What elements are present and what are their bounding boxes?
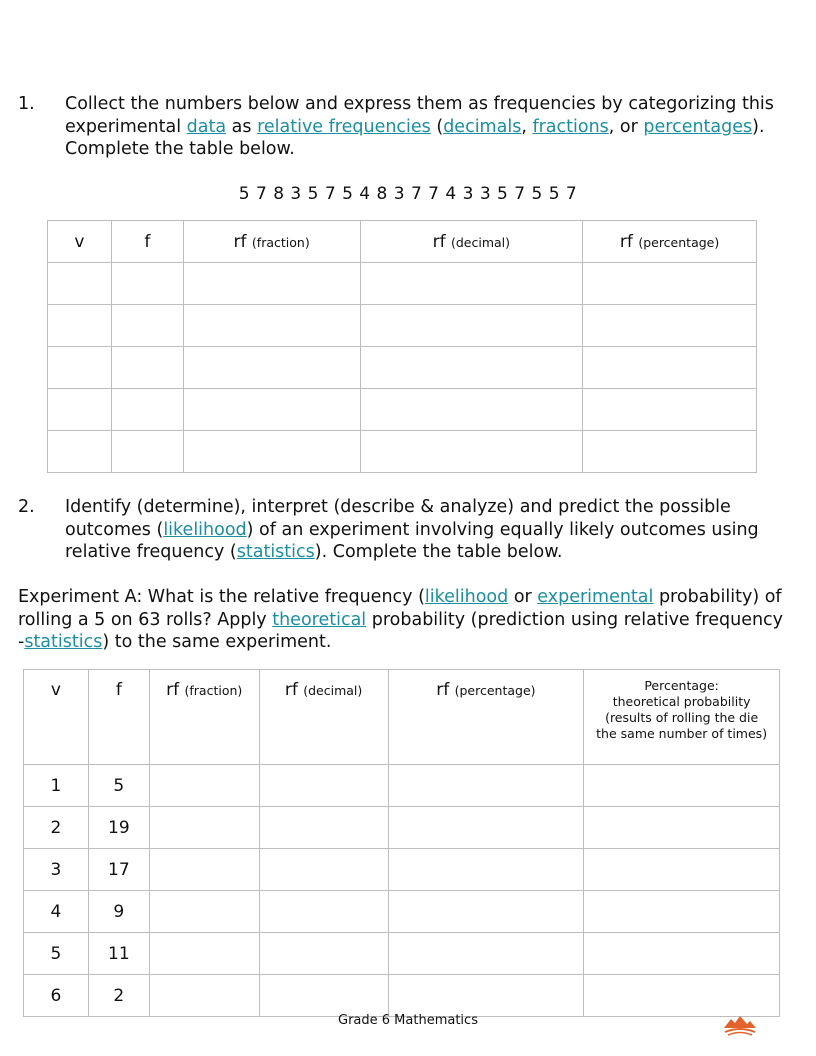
table-cell: 2 bbox=[24, 807, 89, 849]
text-run: ( bbox=[430, 116, 444, 137]
table-row bbox=[48, 347, 757, 389]
table-cell: 5 bbox=[88, 765, 149, 807]
header-theoretical-percentage bbox=[584, 670, 780, 765]
header-f bbox=[88, 670, 149, 765]
table-cell bbox=[583, 431, 757, 473]
table-cell bbox=[584, 765, 780, 807]
table-cell bbox=[149, 933, 259, 975]
experiment-a-text bbox=[18, 586, 788, 654]
table-cell bbox=[48, 305, 112, 347]
header-rf-fraction bbox=[149, 670, 259, 765]
table-cell bbox=[360, 431, 583, 473]
text-run: ) of an experiment involving equally likely outcomes using relative frequency ( bbox=[65, 519, 759, 562]
header-sub-label: (decimal) bbox=[303, 683, 363, 698]
table-cell bbox=[388, 807, 584, 849]
table-cell bbox=[183, 305, 360, 347]
text-run: , or bbox=[608, 116, 644, 137]
table-cell bbox=[183, 263, 360, 305]
table-cell bbox=[111, 347, 183, 389]
table-cell bbox=[388, 933, 584, 975]
link-percentages[interactable]: percentages bbox=[643, 116, 753, 137]
text-run: probability (prediction using relative frequency - bbox=[18, 609, 784, 652]
table-cell bbox=[360, 389, 583, 431]
experiment-a bbox=[18, 586, 788, 654]
table-cell bbox=[183, 431, 360, 473]
table-cell bbox=[149, 807, 259, 849]
table-cell bbox=[388, 975, 584, 1017]
text-run: Experiment A: What is the relative frequency ( bbox=[18, 587, 425, 607]
table-cell: 1 bbox=[24, 765, 89, 807]
table-1-header-row bbox=[48, 221, 757, 263]
table-cell bbox=[149, 765, 259, 807]
table-cell: 11 bbox=[88, 933, 149, 975]
table-cell: 6 bbox=[24, 975, 89, 1017]
table-row bbox=[24, 933, 780, 975]
link-experimental[interactable]: experimental bbox=[537, 587, 654, 607]
text-run: Identify (determine), interpret (describe & analyze) and predict the possible outcomes ( bbox=[65, 497, 731, 540]
link-fractions[interactable]: fractions bbox=[532, 116, 609, 137]
header-rf-fraction bbox=[183, 221, 360, 263]
question-1-number: 1. bbox=[18, 94, 35, 114]
table-cell bbox=[111, 305, 183, 347]
question-1-text bbox=[65, 93, 777, 161]
table-cell: 4 bbox=[24, 891, 89, 933]
table-cell bbox=[48, 431, 112, 473]
header-main-label: rf bbox=[284, 680, 298, 700]
link-likelihood[interactable]: likelihood bbox=[163, 519, 247, 540]
table-cell bbox=[583, 389, 757, 431]
header-main-label: v bbox=[50, 680, 61, 700]
table-cell bbox=[388, 849, 584, 891]
table-row bbox=[24, 891, 780, 933]
link-decimals[interactable]: decimals bbox=[443, 116, 522, 137]
text-run: Collect the numbers below and express them as frequencies by categorizing this experimental bbox=[65, 94, 774, 137]
table-cell: 9 bbox=[88, 891, 149, 933]
table-cell bbox=[583, 263, 757, 305]
table-cell bbox=[584, 891, 780, 933]
table-row bbox=[48, 305, 757, 347]
header-sub-label: (decimal) bbox=[451, 234, 511, 250]
mountain-book-logo-icon bbox=[722, 1013, 758, 1037]
link-statistics[interactable]: statistics bbox=[24, 632, 103, 652]
table-cell bbox=[149, 849, 259, 891]
table-row bbox=[48, 431, 757, 473]
question-2-text bbox=[65, 496, 777, 564]
link-likelihood[interactable]: likelihood bbox=[424, 587, 509, 607]
header-main-label: rf bbox=[166, 680, 180, 700]
table-cell bbox=[584, 807, 780, 849]
header-rf-decimal bbox=[259, 670, 388, 765]
header-main-label: f bbox=[115, 680, 122, 700]
header-rf-decimal bbox=[360, 221, 583, 263]
table-cell bbox=[584, 933, 780, 975]
frequency-table-2 bbox=[23, 669, 780, 1017]
header-line: (results of rolling the die bbox=[605, 710, 759, 725]
table-cell bbox=[111, 263, 183, 305]
header-main-label: rf bbox=[233, 231, 247, 252]
table-cell bbox=[111, 389, 183, 431]
table-cell bbox=[583, 347, 757, 389]
table-cell bbox=[48, 347, 112, 389]
table-cell bbox=[259, 933, 388, 975]
footer-text: Grade 6 Mathematics bbox=[338, 1013, 478, 1028]
table-cell bbox=[388, 765, 584, 807]
text-run: ) to the same experiment. bbox=[102, 632, 332, 652]
table-cell bbox=[259, 765, 388, 807]
link-data[interactable]: data bbox=[186, 116, 227, 137]
table-row bbox=[24, 765, 780, 807]
table-row bbox=[48, 389, 757, 431]
table-cell bbox=[259, 891, 388, 933]
table-cell bbox=[183, 347, 360, 389]
header-sub-label: (fraction) bbox=[251, 234, 310, 250]
table-cell bbox=[584, 975, 780, 1017]
header-sub-label: (percentage) bbox=[454, 683, 536, 698]
table-cell bbox=[149, 891, 259, 933]
table-cell: 2 bbox=[88, 975, 149, 1017]
text-run: ). Complete the table below. bbox=[65, 116, 765, 159]
table-cell: 3 bbox=[24, 849, 89, 891]
header-main-label: rf bbox=[432, 231, 446, 252]
text-run: ). Complete the table below. bbox=[314, 542, 563, 562]
header-v bbox=[48, 221, 112, 263]
link-relative-frequencies[interactable]: relative frequencies bbox=[257, 116, 431, 137]
table-cell: 17 bbox=[88, 849, 149, 891]
table-cell bbox=[583, 305, 757, 347]
text-run: , bbox=[521, 116, 533, 137]
header-line: theoretical probability bbox=[612, 694, 751, 709]
table-cell bbox=[259, 807, 388, 849]
table-cell bbox=[183, 389, 360, 431]
link-theoretical[interactable]: theoretical bbox=[272, 609, 367, 630]
table-row bbox=[48, 263, 757, 305]
table-cell bbox=[360, 263, 583, 305]
header-sub-label: (fraction) bbox=[184, 683, 243, 698]
text-run: as bbox=[226, 116, 258, 137]
table-2-header-row bbox=[24, 670, 780, 765]
table-cell bbox=[388, 891, 584, 933]
table-cell bbox=[360, 347, 583, 389]
question-2-number: 2. bbox=[18, 497, 35, 517]
frequency-table-1 bbox=[47, 220, 757, 473]
link-statistics[interactable]: statistics bbox=[236, 542, 315, 562]
table-cell bbox=[149, 975, 259, 1017]
header-rf-percentage bbox=[583, 221, 757, 263]
text-run: or bbox=[508, 587, 538, 607]
header-main-label: f bbox=[144, 231, 151, 252]
header-line: Percentage: bbox=[644, 678, 719, 693]
table-cell: 19 bbox=[88, 807, 149, 849]
table-cell bbox=[584, 849, 780, 891]
table-row bbox=[24, 975, 780, 1017]
number-sequence: 5 7 8 3 5 7 5 4 8 3 7 7 4 3 3 5 7 5 5 7 bbox=[238, 184, 578, 204]
table-cell bbox=[259, 975, 388, 1017]
header-main-label: rf bbox=[436, 680, 450, 700]
header-line: the same number of times) bbox=[596, 726, 768, 741]
table-cell bbox=[48, 263, 112, 305]
table-cell bbox=[259, 849, 388, 891]
table-cell bbox=[48, 389, 112, 431]
header-main-label: rf bbox=[619, 231, 633, 252]
table-cell: 5 bbox=[24, 933, 89, 975]
table-row bbox=[24, 807, 780, 849]
header-rf-percentage bbox=[388, 670, 584, 765]
header-sub-label: (percentage) bbox=[638, 234, 720, 250]
header-v bbox=[24, 670, 89, 765]
table-row bbox=[24, 849, 780, 891]
text-run: probability) of rolling a 5 on 63 rolls? Apply bbox=[18, 587, 782, 630]
header-f bbox=[111, 221, 183, 263]
table-cell bbox=[111, 431, 183, 473]
table-cell bbox=[360, 305, 583, 347]
header-main-label: v bbox=[74, 231, 85, 252]
